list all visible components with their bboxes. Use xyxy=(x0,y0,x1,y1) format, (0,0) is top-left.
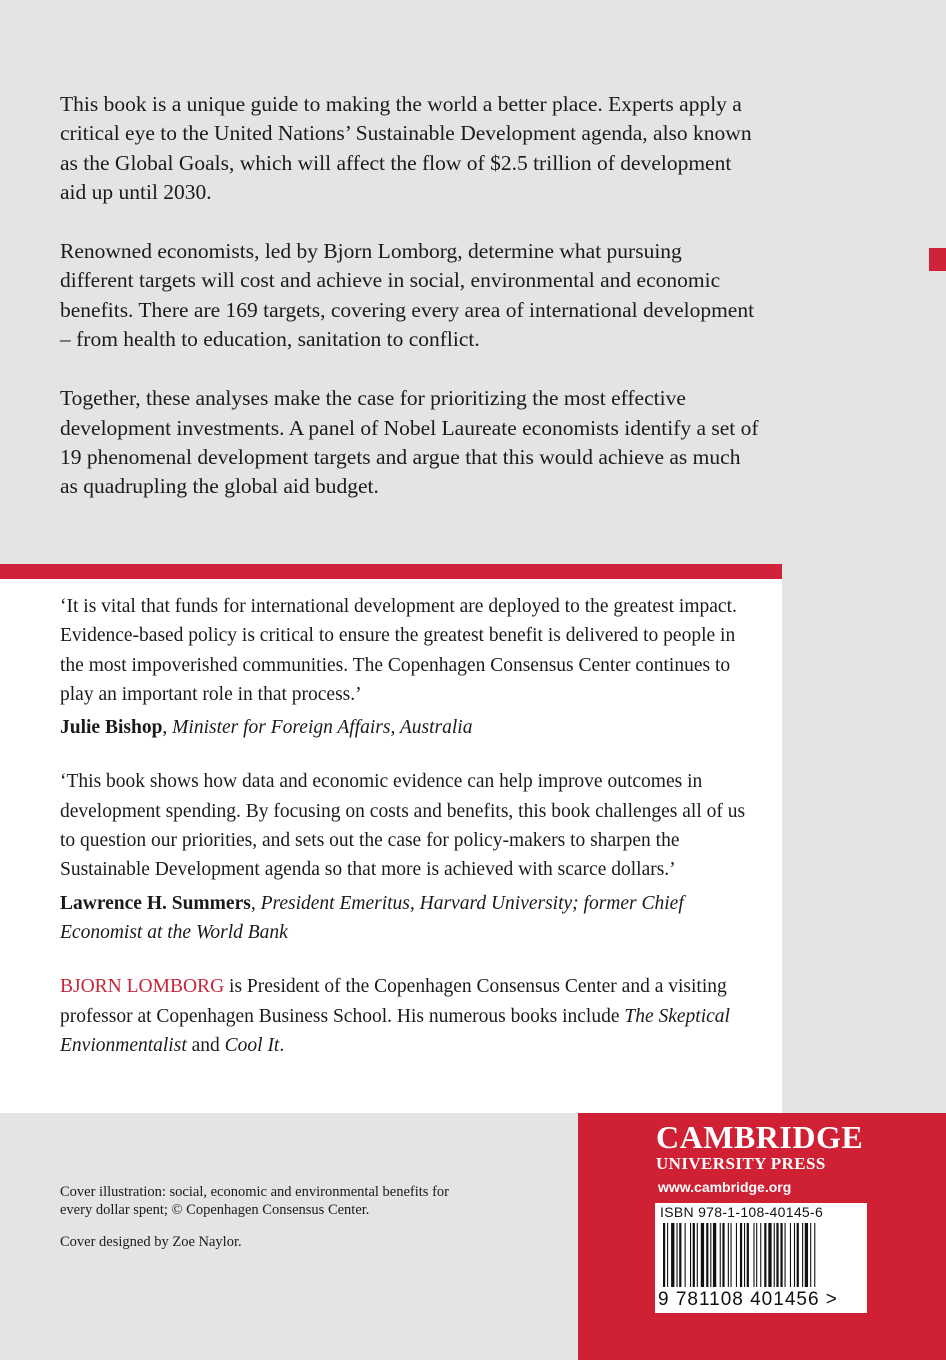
author-bio-text: is President of the Copenhagen Consensus Center and a visiting professor at Copenhagen Business School. His numerous books include xyxy=(60,976,727,1027)
publisher-subtitle: UNIVERSITY PRESS xyxy=(656,1154,826,1173)
back-cover-description xyxy=(60,90,760,532)
author-bio xyxy=(60,972,760,1060)
endorsement-content xyxy=(60,592,760,1060)
design-credit: Cover designed by Zoe Naylor. xyxy=(60,1234,242,1250)
endorsement-attribution: Julie Bishop, Minister for Foreign Affairs, Australia xyxy=(60,717,473,739)
barcode-icon xyxy=(655,1223,867,1289)
publisher-logo: CAMBRIDGE xyxy=(656,1119,864,1155)
book-title: The Skeptical Envionmentalist xyxy=(60,1005,730,1056)
isbn-label: ISBN 978-1-108-40145-6 xyxy=(660,1204,824,1220)
red-divider-band xyxy=(0,564,782,579)
publisher-url: www.cambridge.org xyxy=(658,1179,792,1195)
description-paragraph: Renowned economists, led by Bjorn Lomborg, determine what pursuing different targets will cost and achieve in social, environmental and economic benefits. There are 169 targets, covering every area of international development – from health to education, sanitation to conflict. xyxy=(60,239,755,352)
book-title: Cool It xyxy=(224,1034,280,1056)
endorser-title: Minister for Foreign Affairs, Australia xyxy=(172,717,473,739)
barcode-digits: 9 781108 401456 > xyxy=(658,1289,838,1310)
endorser-name: Lawrence H. Summers xyxy=(60,892,251,914)
bio-conjunction: and xyxy=(191,1034,220,1056)
cover-credits xyxy=(60,1183,450,1265)
endorser-name: Julie Bishop xyxy=(60,717,163,739)
isbn-barcode-box xyxy=(655,1203,867,1313)
endorsement-quote: ‘This book shows how data and economic evidence can help improve outcomes in development spending. By focusing on costs and benefits, this book challenges all of us to question our priorities, and sets out the case for policy-makers to sharpen the Sustainable Development agenda so that more is achieved with scarce dollars.’ xyxy=(60,771,746,881)
endorser-title: President Emeritus, Harvard University; former Chief Economist at the World Bank xyxy=(60,892,684,943)
endorsement-attribution: Lawrence H. Summers, President Emeritus, Harvard University; former Chief Economist at the World Bank xyxy=(60,892,684,943)
description-paragraph: This book is a unique guide to making the world a better place. Experts apply a critical eye to the United Nations’ Sustainable Development agenda, also known as the Global Goals, which will affect the flow of $2.5 trillion of development aid up until 2030. xyxy=(60,92,752,204)
author-name: BJORN LOMBORG xyxy=(60,976,225,998)
illustration-credit: Cover illustration: social, economic and environmental benefits for every dollar spent; © Copenhagen Consensus Center. xyxy=(60,1184,449,1218)
description-paragraph: Together, these analyses make the case for prioritizing the most effective development investments. A panel of Nobel Laureate economists identify a set of 19 phenomenal development targets and argue that this would achieve as much as quadrupling the global aid budget. xyxy=(60,386,759,499)
bio-end: . xyxy=(279,1034,285,1056)
edge-color-mark xyxy=(929,248,946,271)
endorsement-quote: ‘It is vital that funds for international development are deployed to the greatest impact. Evidence-based policy is critical to ensure the greatest benefit is delivered to people in the most impoverished communities. The Copenhagen Consensus Center continues to play an important role in that process.’ xyxy=(60,596,737,705)
